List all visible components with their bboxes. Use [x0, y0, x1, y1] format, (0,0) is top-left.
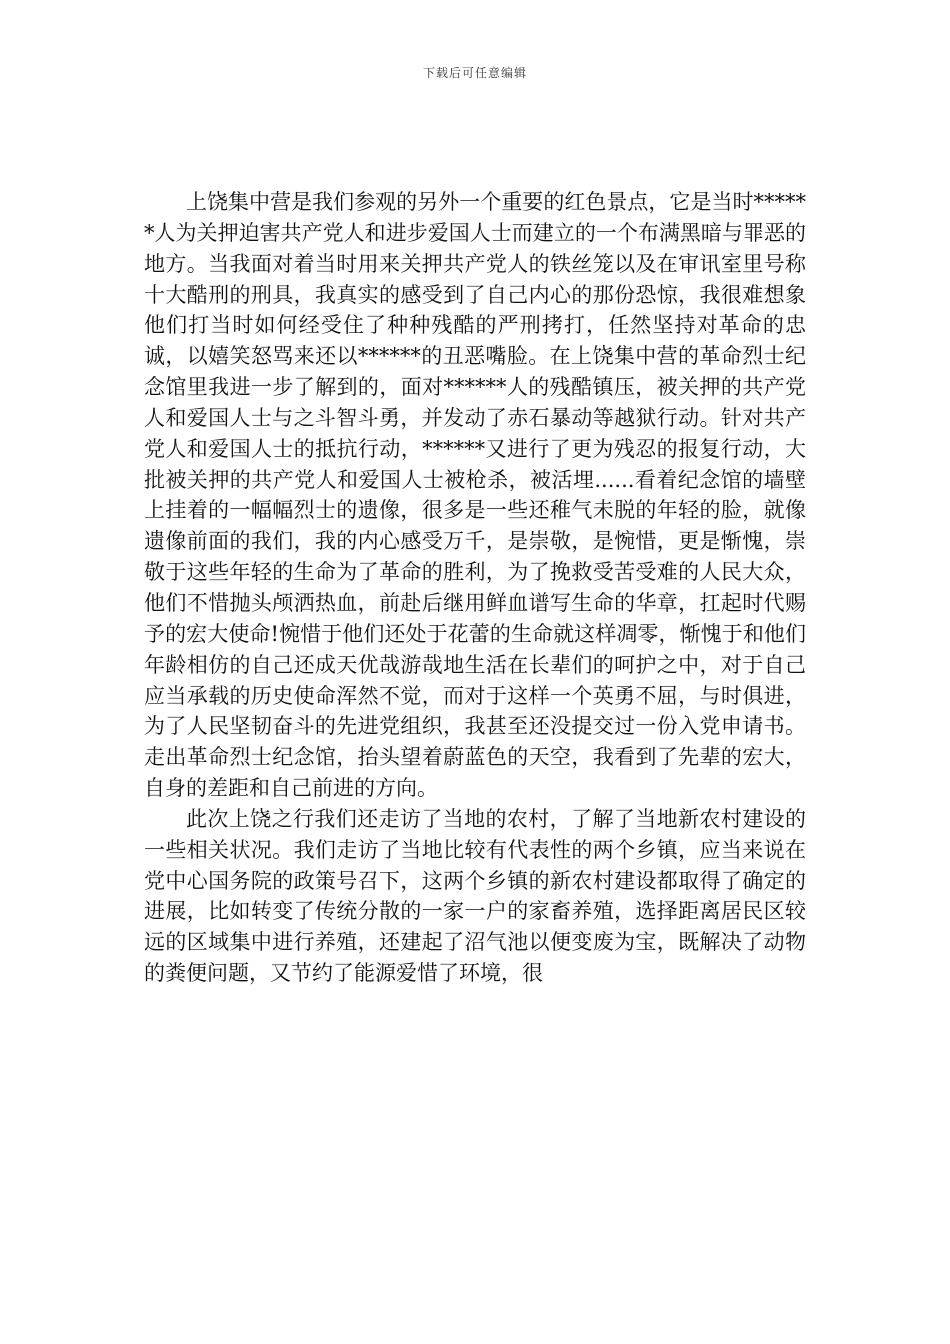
- paragraph-shangrao-camp: 上饶集中营是我们参观的另外一个重要的红色景点，它是当时******人为关押迫害共产党人和进步爱国人士而建立的一个布满黑暗与罪恶的地方。当我面对着当时用来关押共产党人的铁丝笼以及在审讯室里号称十大酷刑的刑具，我真实的感受到了自己内心的那份恐惊，我很难想象他们打当时如何经受住了种种残酷的严刑拷打，任然坚持对革命的忠诚，以嬉笑怒骂来还以******的丑恶嘴脸。在上饶集中营的革命烈士纪念馆里我进一步了解到的，面对******人的残酷镇压，被关押的共产党人和爱国人士与之斗智斗勇，并发动了赤石暴动等越狱行动。针对共产党人和爱国人士的抵抗行动，******又进行了更为残忍的报复行动，大批被关押的共产党人和爱国人士被枪杀，被活埋......看着纪念馆的墙壁上挂着的一幅幅烈士的遗像，很多是一些还稚气未脱的年轻的脸，就像遗像前面的我们，我的内心感受万千，是崇敬，是惋惜，更是惭愧，崇敬于这些年轻的生命为了革命的胜利，为了挽救受苦受难的人民大众，他们不惜抛头颅洒热血，前赴后继用鲜血谱写生命的华章，扛起时代赐予的宏大使命!惋惜于他们还处于花蕾的生命就这样凋零，惭愧于和他们年龄相仿的自己还成天优哉游哉地生活在长辈们的呵护之中，对于自己应当承载的历史使命浑然不觉，而对于这样一个英勇不屈，与时俱进，为了人民坚韧奋斗的先进党组织，我甚至还没提交过一份入党申请书。走出革命烈士纪念馆，抬头望着蔚蓝色的天空，我看到了先辈的宏大，自身的差距和自己前进的方向。: [144, 190, 806, 801]
- paragraph-rural-visit: 此次上饶之行我们还走访了当地的农村，了解了当地新农村建设的一些相关状况。我们走访了当地比较有代表性的两个乡镇，应当来说在党中心国务院的政策号召下，这两个乡镇的新农村建设都取得了确定的进展，比如转变了传统分散的一家一户的家畜养殖，选择距离居民区较远的区域集中进行养殖，还建起了沼气池以便变废为宝，既解决了动物的粪便问题，又节约了能源爱惜了环境，很: [144, 806, 806, 986]
- document-body: [144, 187, 806, 989]
- page-header-note: 下载后可任意编辑: [422, 66, 527, 80]
